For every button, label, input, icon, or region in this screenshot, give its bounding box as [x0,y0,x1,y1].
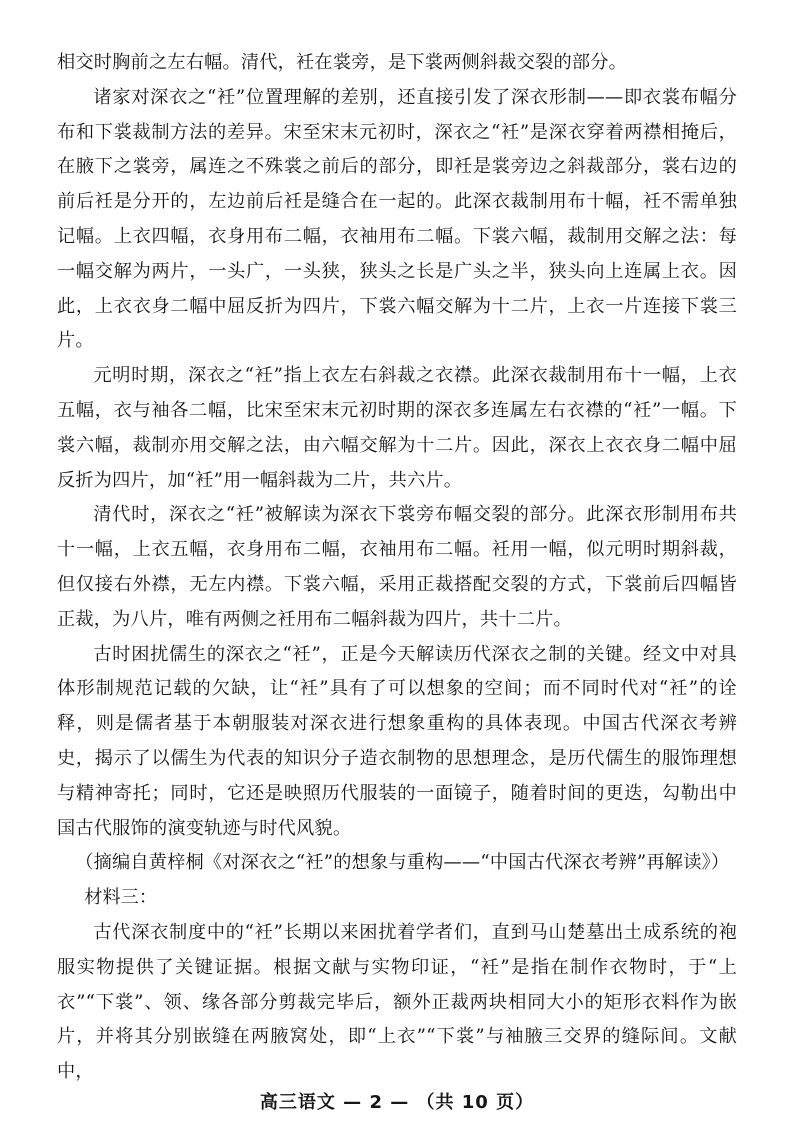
paragraph-conclusion: 古时困扰儒生的深衣之“衽”，正是今天解读历代深衣之制的关键。经文中对具体形制规范记载的欠缺，让“衽”具有了可以想象的空间；而不同时代对“衽”的诠释，则是儒者基于本朝服装对深衣进行想象重构的具体表现。中国古代深衣考辨史，揭示了以儒生为代表的知识分子造衣制物的思想理念，是历代儒生的服饰理想与精神寄托；同时，它还是映照历代服装的一面镜子，随着时间的更迭，勾勒出中国古代服饰的演变轨迹与时代风貌。 [57,643,737,839]
source-citation: （摘编自黄梓桐《对深衣之“衽”的想象与重构——“中国古代深衣考辨”再解读》） [75,852,730,874]
paragraph-continuation: 相交时胸前之左右幅。清代，衽在裳旁，是下裳两侧斜裁交裂的部分。 [57,52,628,73]
paragraph-yuan-ming-period: 元明时期，深衣之“衽”指上衣左右斜裁之衣襟。此深衣裁制用布十一幅，上衣五幅，衣与袖各二幅，比宋至宋末元初时期的深衣多连属左右衣襟的“衽”一幅。下裳六幅，裁制亦用交解之法，由六幅交解为十二片。因此，深衣上衣衣身二幅中屈反折为四片，加“衽”用一幅斜裁为二片，共六片。 [57,365,737,491]
paragraph-qing-period: 清代时，深衣之“衽”被解读为深衣下裳旁布幅交裂的部分。此深衣形制用布共十一幅，上衣五幅，衣身用布二幅，衣袖用布二幅。衽用一幅，似元明时期斜裁，但仅接右外襟，无左内襟。下裳六幅，采用正裁搭配交裂的方式，下裳前后四幅皆正裁，为八片，唯有两侧之衽用布二幅斜裁为四片，共十二片。 [57,504,737,630]
material-three-heading: 材料三： [84,887,158,909]
paragraph-song-period: 诸家对深衣之“衽”位置理解的差别，还直接引发了深衣形制——即衣裳布幅分布和下裳裁制方法的差异。宋至宋末元初时，深衣之“衽”是深衣穿着两襟相掩后，在腋下之裳旁，属连之不殊裳之前后的部分，即衽是裳旁边之斜裁部分，裳右边的前后衽是分开的，左边前后衽是缝合在一起的。此深衣裁制用布十幅，衽不需单独记幅。上衣四幅，衣身用布二幅，衣袖用布二幅。下裳六幅，裁制用交解之法：每一幅交解为两片，一头广，一头狭，狭头之长是广头之半，狭头向上连属上衣。因此，上衣衣身二幅中屈反折为四片，下裳六幅交解为十二片，上衣一片连接下裳三片。 [57,86,737,352]
document-body [57,46,737,1090]
material-three-paragraph: 古代深衣制度中的“衽”长期以来困扰着学者们，直到马山楚墓出土成系统的袍服实物提供了关键证据。根据文献与实物印证，“衽”是指在制作衣物时，于“上衣”“下裳”、领、缘各部分剪裁完毕后，额外正裁两块相同大小的矩形衣料作为嵌片，并将其分别嵌缝在两腋窝处，即“上衣”“下裳”与袖腋三交界的缝际间。文献中， [57,921,737,1083]
page-footer: 高三语文 — 2 — （共 10 页） [259,1092,535,1113]
